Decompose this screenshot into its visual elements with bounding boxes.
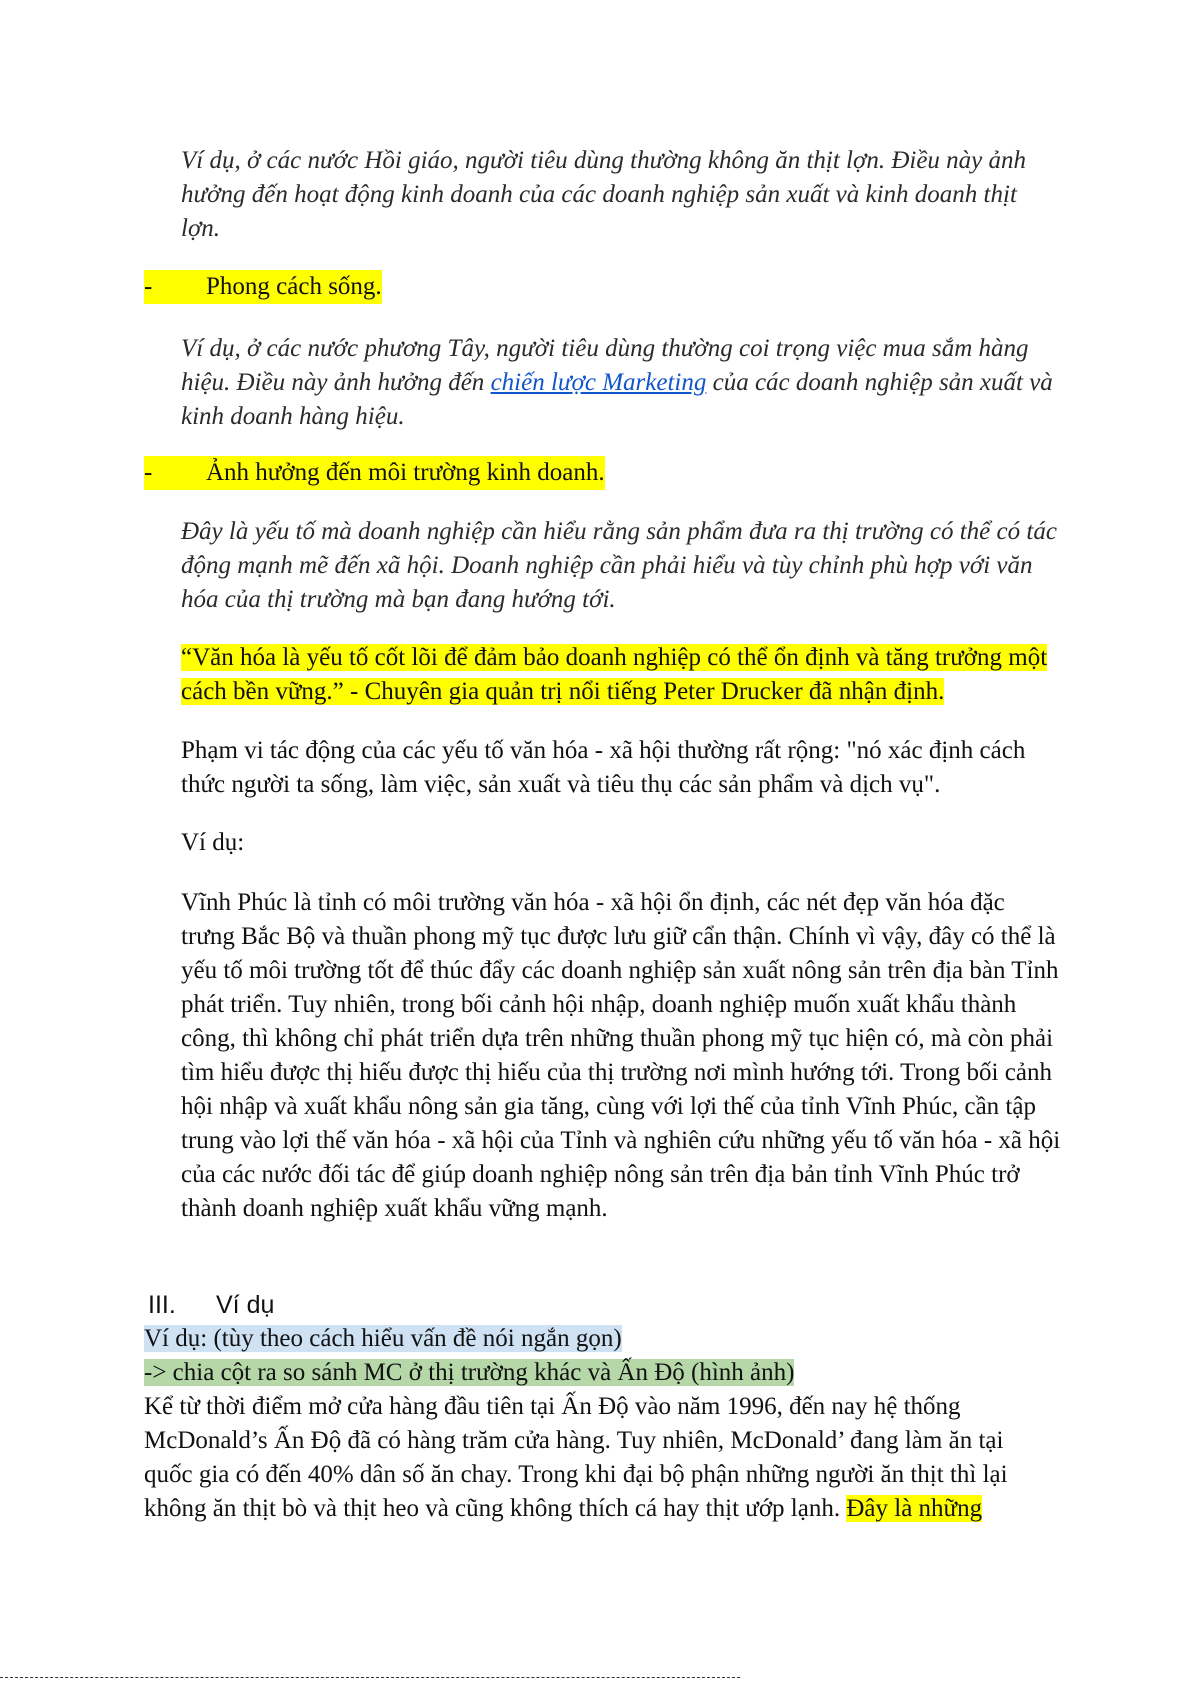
- scope-paragraph: Phạm vi tác động của các yếu tố văn hóa - xã hội thường rất rộng: "nó xác định cách thức người ta sống, làm việc, sản xuất và tiêu thụ các sản phẩm và dịch vụ".: [181, 737, 1026, 798]
- note-green: [144, 1356, 794, 1390]
- bullet-business-environment-text: Ảnh hưởng đến môi trường kinh doanh.: [206, 459, 605, 486]
- mcdonalds-paragraph: [144, 1390, 1049, 1526]
- mcdonalds-highlight: Đây là những: [846, 1495, 983, 1522]
- note-blue-text: Ví dụ: (tùy theo cách hiểu vấn đề nói ngắn gọn): [144, 1325, 622, 1352]
- example-label: Ví dụ:: [181, 829, 245, 856]
- page-bottom-rule: [0, 1677, 740, 1678]
- bullet-lifestyle: [144, 270, 382, 304]
- example-west-after: của các doanh nghiệp sản xuất và kinh doanh hàng hiệu.: [181, 369, 1053, 430]
- bullet-business-environment: [144, 456, 605, 490]
- bullet-dash: -: [144, 273, 153, 300]
- note-green-text: -> chia cột ra so sánh MC ở thị trường khác và Ấn Độ (hình ảnh): [144, 1359, 795, 1386]
- example-west-before: Ví dụ, ở các nước phương Tây, người tiêu dùng thường coi trọng việc mua sắm hàng hiệu. Điều này ảnh hưởng đến: [181, 335, 1029, 396]
- example-islam-paragraph: Ví dụ, ở các nước Hồi giáo, người tiêu dùng thường không ăn thịt lợn. Điều này ảnh hưởng đến hoạt động kinh doanh của các doanh nghiệp sản xuất và kinh doanh thịt lợn.: [181, 147, 1027, 242]
- note-blue: [144, 1322, 622, 1356]
- section-number: III.: [148, 1291, 176, 1319]
- example-west-paragraph: [181, 332, 1061, 434]
- bullet-dash: -: [144, 459, 153, 486]
- bullet-lifestyle-text: Phong cách sống.: [206, 273, 382, 300]
- vinh-phuc-paragraph: Vĩnh Phúc là tỉnh có môi trường văn hóa - xã hội ổn định, các nét đẹp văn hóa đặc trưng Bắc Bộ và thuần phong mỹ tục được lưu giữ cẩn thận. Chính vì vậy, đây có thể là yếu tố môi trường tốt để thúc đẩy các doanh nghiệp sản xuất nông sản trên địa bàn Tỉnh phát triển. Tuy nhiên, trong bối cảnh hội nhập, doanh nghiệp muốn xuất khẩu thành công, thì không chỉ phát triển dựa trên những thuần phong mỹ tục hiện có, mà còn phải tìm hiểu được thị hiếu được thị hiếu của thị trường nơi mình hướng tới. Trong bối cảnh hội nhập và xuất khẩu nông sản gia tăng, cùng với lợi thế của tỉnh Vĩnh Phúc, cần tập trung vào lợi thế văn hóa - xã hội của Tỉnh và nghiên cứu những yếu tố văn hóa - xã hội của các nước đối tác để giúp doanh nghiệp nông sản trên địa bản tỉnh Vĩnh Phúc trở thành doanh nghiệp xuất khẩu vững mạnh.: [181, 889, 1061, 1222]
- example-impact-paragraph: Đây là yếu tố mà doanh nghiệp cần hiểu rằng sản phẩm đưa ra thị trường có thể có tác động mạnh mẽ đến xã hội. Doanh nghiệp cần phải hiểu và tùy chỉnh phù hợp với văn hóa của thị trường mà bạn đang hướng tới.: [181, 518, 1057, 613]
- drucker-quote: [181, 641, 1061, 709]
- mcdonalds-text: Kể từ thời điểm mở cửa hàng đầu tiên tại Ấn Độ vào năm 1996, đến nay hệ thống McDonald’s Ấn Độ đã có hàng trăm cửa hàng. Tuy nhiên, McDonald’ đang làm ăn tại quốc gia có đến 40% dân số ăn chay. Trong khi đại bộ phận những người ăn thịt thì lại không ăn thịt bò và thịt heo và cũng không thích cá hay thịt ướp lạnh.: [144, 1393, 1008, 1522]
- section-heading: [148, 1288, 274, 1322]
- drucker-quote-text: “Văn hóa là yếu tố cốt lõi để đảm bảo doanh nghiệp có thể ổn định và tăng trưởng một cách bền vững.” - Chuyên gia quản trị nổi tiếng Peter Drucker đã nhận định.: [181, 644, 1048, 705]
- section-title: Ví dụ: [216, 1291, 275, 1319]
- marketing-strategy-link[interactable]: chiến lược Marketing: [490, 369, 707, 396]
